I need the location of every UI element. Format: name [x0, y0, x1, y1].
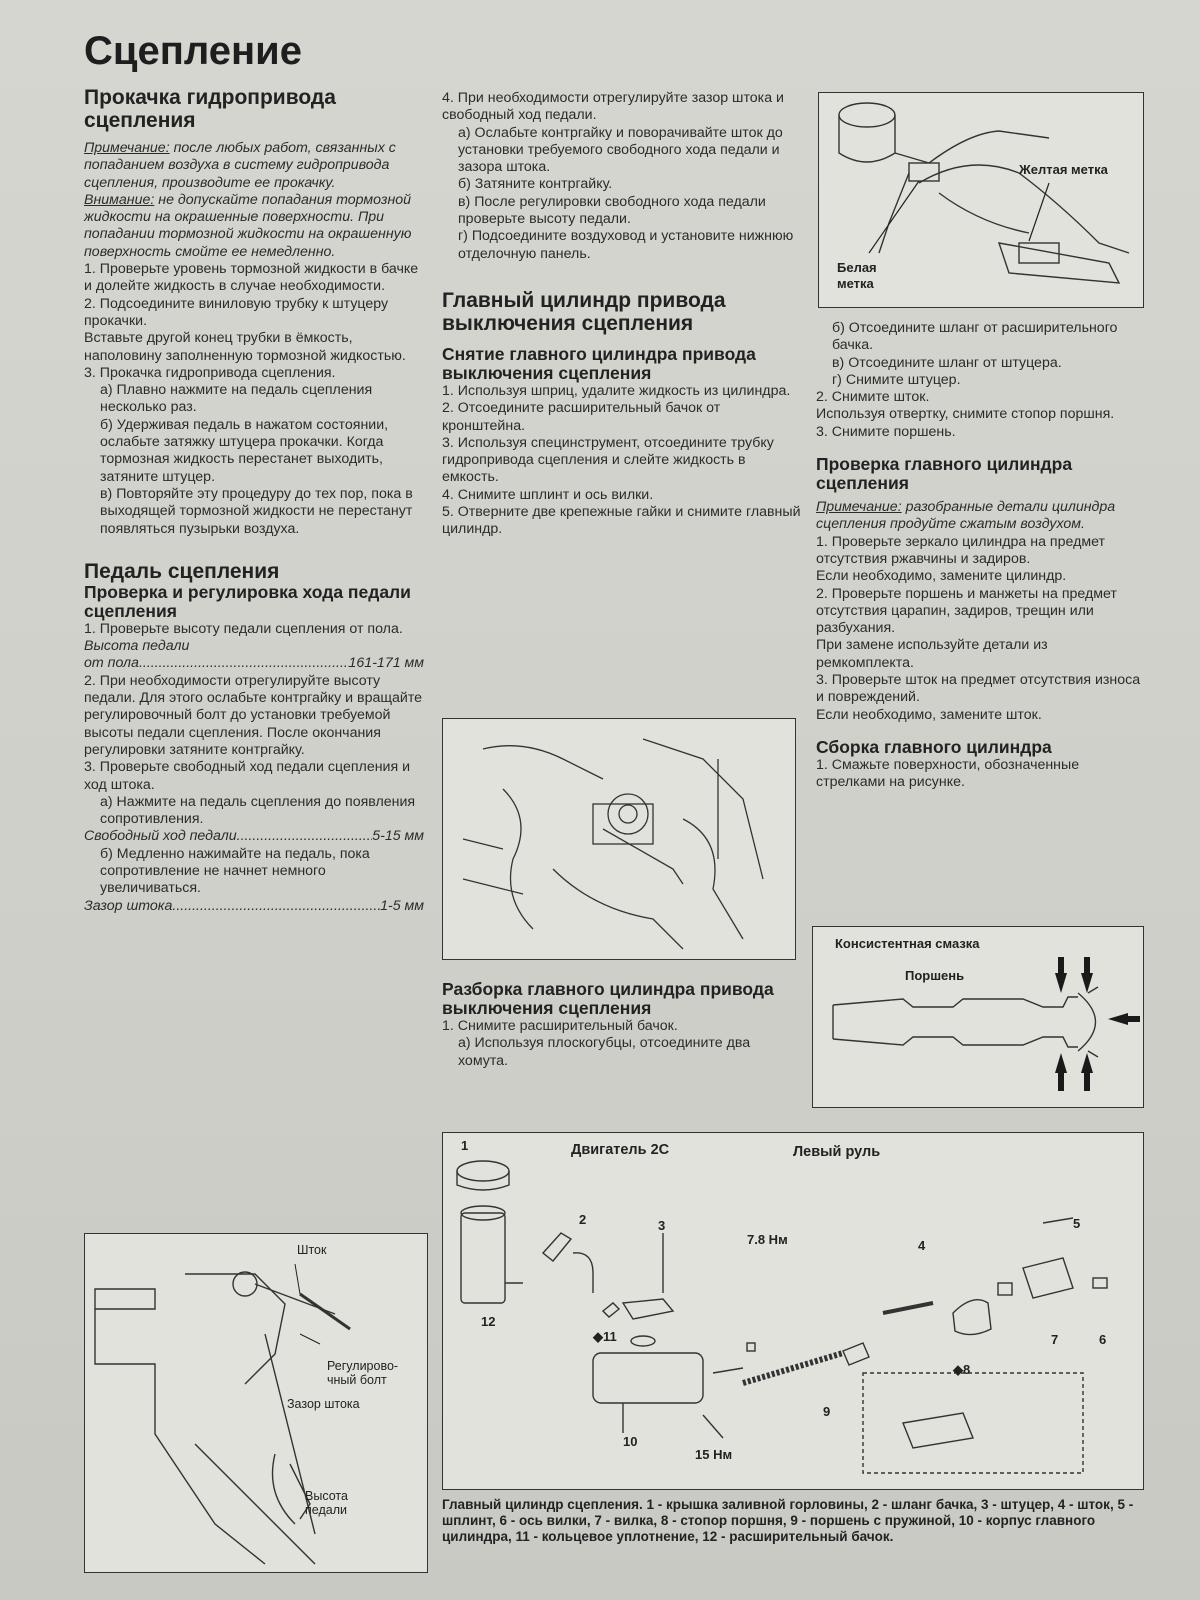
- substep-text: г) Подсоедините воздуховод и установите нижнюю отделочную панель.: [458, 228, 794, 262]
- substep-text: а) Ослабьте контргайку и поворачивайте шток до установки требуемого свободного хода педали и зазора штока.: [458, 124, 783, 176]
- step-text: При замене используйте детали из ремкомплекта.: [816, 637, 1048, 671]
- label-yellow-mark: Желтая метка: [1019, 162, 1108, 177]
- heading-pedal-check: Проверка и регулировка хода педали сцепления: [84, 581, 411, 621]
- figure-pedal: [84, 1233, 428, 1573]
- step-text: 1. Смажьте поверхности, обозначенные стрелками на рисунке.: [816, 756, 1080, 791]
- substep-text: а) Используя плоскогубцы, отсоедините два хомута.: [458, 1035, 751, 1069]
- spec-label: Высота педали: [84, 638, 190, 655]
- step-text: 1. Проверьте уровень тормозной жидкости в бачке и долейте жидкость в случае необходимости.: [84, 261, 419, 295]
- substep-text: б) Удерживая педаль в нажатом состоянии, ослабьте затяжку штуцера прокачки. Когда тормозная жидкость перестанет выходить, затяните штуцер.: [100, 416, 389, 485]
- label-torque-15: 15 Нм: [695, 1447, 733, 1462]
- part-number: ◆11: [593, 1329, 617, 1344]
- removal-drawing: [443, 719, 795, 959]
- label-bolt-a: Регулирово-: [327, 1359, 399, 1373]
- part-number: 5: [1073, 1216, 1081, 1231]
- step-text: 3. Проверьте шток на предмет отсутствия износа и повреждений.: [816, 672, 1141, 706]
- step-text: 1. Используя шприц, удалите жидкость из цилиндра.: [442, 382, 791, 399]
- figure-marks: [818, 92, 1144, 308]
- warning-label: Внимание:: [84, 191, 155, 208]
- spec-label: от пола: [84, 655, 139, 672]
- part-number: 2: [579, 1212, 587, 1227]
- part-number: 1: [461, 1138, 469, 1153]
- step-text: 2. При необходимости отрегулируйте высоту педали. Для этого ослабьте контргайку и вращайте регулировочный болт до установки требуемой высоты педали сцепления. После окончания регулировки затяните контргайку.: [84, 672, 423, 758]
- step-text: Вставьте другой конец трубки в ёмкость, наполовину заполненную тормозной жидкостью.: [84, 330, 406, 364]
- column-left: [84, 28, 424, 915]
- pedal-drawing: [85, 1234, 427, 1572]
- step-text: Если необходимо, замените цилиндр.: [816, 568, 1067, 585]
- spec-pedal-height: [84, 655, 424, 672]
- spec-rod-gap: [84, 898, 424, 915]
- substep-text: г) Снимите штуцер.: [832, 371, 961, 388]
- heading-bleeding: Прокачка гидропривода сцепления: [84, 86, 336, 132]
- step-text: 2. Подсоедините виниловую трубку к штуцеру прокачки.: [84, 295, 389, 329]
- column-right: [816, 320, 1141, 792]
- note-bleeding: [84, 140, 424, 192]
- warning-bleeding: [84, 192, 424, 261]
- heading-master-cylinder: Главный цилиндр привода выключения сцепления: [442, 288, 726, 335]
- step-text: 2. Снимите шток.: [816, 389, 930, 406]
- spec-free-play: [84, 828, 424, 845]
- spec-value: 1-5 мм: [380, 897, 424, 914]
- label-rod-gap: Зазор штока: [287, 1397, 360, 1411]
- figure-exploded: [442, 1132, 1144, 1490]
- label-grease: Консистентная смазка: [835, 936, 980, 951]
- column-middle-lower: [442, 980, 802, 1070]
- part-number: 6: [1099, 1332, 1107, 1347]
- page-title: Сцепление: [84, 29, 303, 73]
- note-check: [816, 499, 1141, 534]
- substep-text: б) Отсоедините шланг от расширительного бачка.: [832, 320, 1118, 354]
- spec-value: 161-171 мм: [348, 655, 424, 672]
- step-text: 3. Используя специнструмент, отсоедините трубку гидропривода сцепления и слейте жидкость в емкость.: [442, 434, 774, 486]
- heading-pedal: Педаль сцепления: [84, 559, 280, 583]
- label-white-mark-b: метка: [837, 276, 874, 291]
- substep-text: в) Отсоедините шланг от штуцера.: [832, 354, 1062, 371]
- step-text: 1. Снимите расширительный бачок.: [442, 1018, 678, 1034]
- note-text: после любых работ, связанных с попаданием воздуха в систему гидропривода сцепления, производите ее прокачку.: [84, 140, 396, 191]
- piston-drawing: [813, 927, 1143, 1107]
- label-bolt-b: чный болт: [327, 1373, 387, 1387]
- substep-text: а) Плавно нажмите на педаль сцепления несколько раз.: [100, 382, 373, 416]
- heading-disassembly: Разборка главного цилиндра привода выключения сцепления: [442, 979, 774, 1018]
- part-number: 4: [918, 1238, 926, 1253]
- spec-label: Зазор штока: [84, 897, 173, 914]
- exploded-drawing: [443, 1133, 1143, 1489]
- label-torque-7-8: 7.8 Нм: [747, 1232, 788, 1247]
- label-white-mark-a: Белая: [837, 260, 877, 275]
- step-text: 3. Прокачка гидропривода сцепления.: [84, 364, 336, 381]
- note-label: Примечание:: [816, 499, 902, 516]
- step-text: 1. Проверьте высоту педали сцепления от пола.: [84, 620, 403, 637]
- figure-piston: [812, 926, 1144, 1108]
- heading-assembly: Сборка главного цилиндра: [816, 736, 1052, 757]
- step-text: 5. Отверните две крепежные гайки и снимите главный цилиндр.: [442, 504, 801, 538]
- step-text: 3. Снимите поршень.: [816, 423, 956, 440]
- substep-text: б) Медленно нажимайте на педаль, пока сопротивление не начнет немного увеличиваться.: [100, 845, 370, 897]
- note-text: разобранные детали цилиндра сцепления продуйте сжатым воздухом.: [816, 499, 1116, 533]
- label-piston: Поршень: [905, 968, 965, 983]
- heading-removal: Снятие главного цилиндра привода выключения сцепления: [442, 343, 756, 383]
- label-lhd: Левый руль: [793, 1144, 881, 1160]
- substep-text: в) После регулировки свободного хода педали проверьте высоту педали.: [458, 193, 766, 228]
- step-text: 4. При необходимости отрегулируйте зазор штока и свободный ход педали.: [442, 90, 784, 124]
- leader-dots: [237, 828, 373, 845]
- part-number: 3: [658, 1218, 666, 1233]
- step-text: 1. Проверьте зеркало цилиндра на предмет отсутствия ржавчины и задиров.: [816, 533, 1106, 567]
- step-text: 4. Снимите шплинт и ось вилки.: [442, 486, 654, 503]
- substep-text: в) Повторяйте эту процедуру до тех пор, пока в выходящей тормозной жидкости не перестанут появляться пузырьки воздуха.: [100, 485, 413, 537]
- label-engine: Двигатель 2С: [571, 1142, 670, 1158]
- leader-dots: [139, 655, 349, 672]
- substep-text: б) Затяните контргайку.: [458, 176, 613, 193]
- heading-check: Проверка главного цилиндра сцепления: [816, 454, 1073, 494]
- substep-text: а) Нажмите на педаль сцепления до появления сопротивления.: [100, 793, 416, 828]
- warning-text: не допускайте попадания тормозной жидкости на окрашенные поверхности. При попадании тормозной жидкости на окрашенную поверхность смойте ее немедленно.: [84, 191, 412, 260]
- part-number: 10: [623, 1434, 638, 1449]
- part-number: 7: [1051, 1332, 1059, 1347]
- column-middle: [442, 90, 802, 539]
- figure-removal: [442, 718, 796, 960]
- label-rod: Шток: [297, 1243, 327, 1257]
- part-number: 12: [481, 1314, 496, 1329]
- step-text: Если необходимо, замените шток.: [816, 706, 1042, 723]
- leader-dots: [172, 898, 380, 915]
- label-height-b: педали: [305, 1503, 347, 1517]
- figure-caption: Главный цилиндр сцепления. 1 - крышка заливной горловины, 2 - шланг бачка, 3 - штуцер, 4 - шток, 5 - шплинт, 6 - ось вилки, 7 - вилка, 8 - стопор поршня, 9 - поршень с пружиной, 10 - корпус главного цилиндра, 11 - кольцевое уплотнение, 12 - расширительный бачок.: [442, 1497, 1134, 1544]
- step-text: 2. Проверьте поршень и манжеты на предмет отсутствия царапин, задиров, трещин или разбухания.: [816, 585, 1117, 637]
- spec-value: 5-15 мм: [372, 828, 424, 845]
- step-text: 3. Проверьте свободный ход педали сцепления и ход штока.: [84, 759, 411, 793]
- label-height-a: Высота: [305, 1489, 348, 1503]
- part-number: ◆8: [953, 1362, 971, 1377]
- step-text: 2. Отсоедините расширительный бачок от кронштейна.: [442, 400, 721, 434]
- part-number: 9: [823, 1404, 831, 1419]
- step-text: Используя отвертку, снимите стопор поршня.: [816, 406, 1115, 423]
- spec-label: Свободный ход педали: [84, 828, 237, 845]
- note-label: Примечание:: [84, 140, 170, 156]
